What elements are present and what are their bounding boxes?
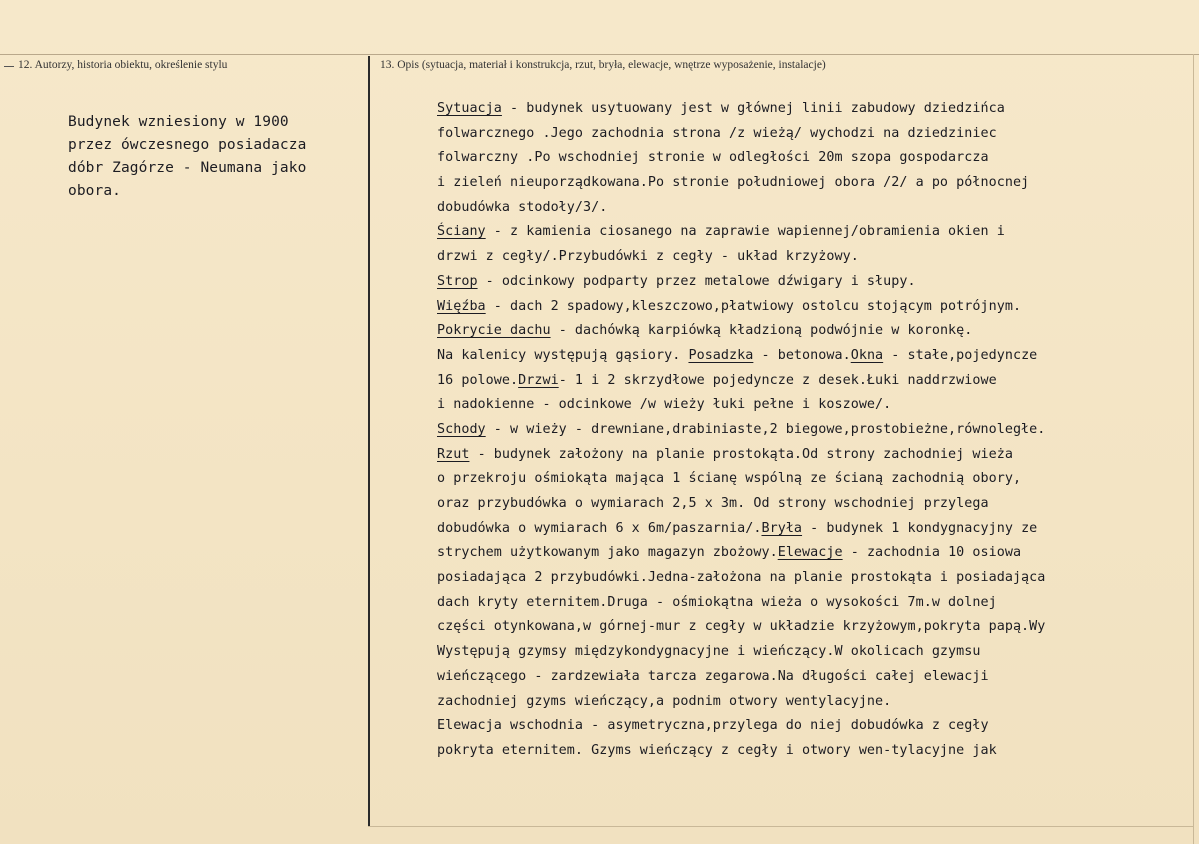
description-segment: dobudówka o wymiarach 6 x 6m/paszarnia/. [437,520,762,536]
section-13-header: 13. Opis (sytuacja, materiał i konstrukcja, rzut, bryła, elewacje, wnętrze wyposażenie, instalacje) [380,59,826,71]
section-heading: Bryła [761,520,803,536]
section-heading: Strop [437,273,478,289]
description-segment: - budynek założony na planie prostokąta.Od strony zachodniej wieża [469,446,1013,462]
section-heading: Okna [850,347,884,363]
section-12-header: 12. Autorzy, historia obiektu, określenie stylu [18,59,228,71]
description-line [437,295,1193,320]
description-line [437,245,1193,270]
description-segment: zachodniej gzyms wieńczący,a podnim otwory wentylacyjne. [437,693,892,709]
description-segment: - z kamienia ciosanego na zaprawie wapiennej/obramienia okien i [485,224,1005,240]
description-line [437,492,1193,517]
description-line [437,541,1193,566]
description-line [437,270,1193,295]
section-heading: Rzut [437,446,470,462]
description-segment: części otynkowana,w górnej-mur z cegły w układzie krzyżowym,pokryta papą.Wy [437,619,1046,635]
description-line [437,467,1193,492]
history-line: dóbr Zagórze - Neumana jako [68,160,307,176]
description-segment: o przekroju ośmiokąta mająca 1 ścianę wspólną ze ścianą zachodnią obory, [437,471,1022,487]
description-line [437,591,1193,616]
description-segment: - dachówką karpiówką kładzioną podwójnie w koronkę. [550,323,973,339]
description-line [437,393,1193,418]
bottom-rule [368,826,1194,827]
description-text [437,97,1193,764]
section-heading: Ściany [437,224,486,240]
description-segment: - budynek 1 kondygnacyjny ze [802,520,1038,536]
column-divider [368,56,370,826]
description-segment: - 1 i 2 skrzydłowe pojedyncze z desek.Łuki naddrzwiowe [558,372,997,388]
description-segment: wieńczącego - zardzewiała tarcza zegarowa.Na długości całej elewacji [437,668,989,684]
description-segment: - budynek usytuowany jest w głównej linii zabudowy dziedzińca [501,101,1005,116]
description-line [437,319,1193,344]
description-segment: dobudówka stodoły/3/. [437,199,608,215]
header-rule [0,54,1199,55]
description-segment: dach kryty eternitem.Druga - ośmiokątna wieża o wysokości 7m.w dolnej [437,594,997,610]
description-segment: - stałe,pojedyncze [883,347,1038,363]
description-segment: - betonowa. [753,347,851,363]
description-segment: - zachodnia 10 osiowa [842,545,1022,561]
description-segment: strychem użytkowanym jako magazyn zbożowy. [437,545,778,561]
description-line [437,665,1193,690]
history-line: przez ówczesnego posiadacza [68,137,307,153]
description-line [437,146,1193,171]
description-segment: 16 polowe. [437,372,519,388]
description-line [437,443,1193,468]
history-line: obora. [68,183,121,199]
description-line [437,739,1193,764]
description-segment: Elewacja wschodnia - asymetryczna,przylega do niej dobudówka z cegły [437,718,989,734]
description-line [437,220,1193,245]
description-line [437,640,1193,665]
description-line [437,714,1193,739]
section-heading: Schody [437,421,486,437]
description-line [437,690,1193,715]
description-segment: folwarcznego .Jego zachodnia strona /z wieżą/ wychodzi na dziedziniec [437,125,997,141]
history-text [68,111,358,203]
section-heading: Elewacje [777,545,843,561]
description-segment: pokryta eternitem. Gzyms wieńczący z cegły i otwory wen-tylacyjne jak [437,742,997,758]
description-line [437,171,1193,196]
description-line [437,196,1193,221]
description-segment: drzwi z cegły/.Przybudówki z cegły - układ krzyżowy. [437,249,859,265]
description-segment: folwarczny .Po wschodniej stronie w odległości 20m szopa gospodarcza [437,150,989,166]
section-heading: Drzwi [518,372,559,388]
section-heading: Sytuacja [437,101,502,116]
description-line [437,418,1193,443]
history-line: Budynek wzniesiony w 1900 [68,114,289,130]
description-segment: - dach 2 spadowy,kleszczowo,płatwiowy ostolcu stojącym potrójnym. [485,298,1022,314]
description-segment: i zieleń nieuporządkowana.Po stronie południowej obora /2/ a po północnej [437,175,1030,191]
description-segment: i nadokienne - odcinkowe /w wieży łuki pełne i koszowe/. [437,397,892,413]
description-line [437,517,1193,542]
description-segment: oraz przybudówka o wymiarach 2,5 x 3m. Od strony wschodniej przylega [437,496,989,511]
right-edge-rule [1193,54,1194,844]
description-line [437,615,1193,640]
description-line [437,344,1193,369]
description-line [437,97,1193,122]
description-line [437,566,1193,591]
description-segment: - odcinkowy podparty przez metalowe dźwigary i słupy. [477,273,916,289]
section-heading: Więźba [437,298,486,314]
description-segment: posiadająca 2 przybudówki.Jedna-założona na planie prostokąta i posiadająca [437,570,1046,586]
description-segment: - w wieży - drewniane,drabiniaste,2 biegowe,prostobieżne,równoległe. [485,421,1046,437]
description-segment: Występują gzymsy międzykondygnacyjne i wieńczący.W okolicach gzymsu [437,644,981,660]
description-line [437,122,1193,147]
description-segment: Na kalenicy występują gąsiory. [437,347,689,363]
description-line [437,369,1193,394]
section-heading: Pokrycie dachu [437,323,551,339]
section-heading: Posadzka [688,347,754,363]
